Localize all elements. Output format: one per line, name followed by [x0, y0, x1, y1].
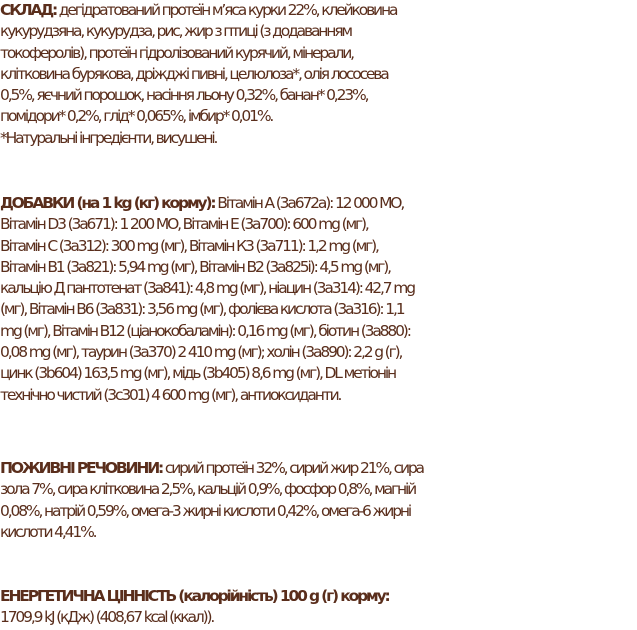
composition-line-4: клітковина бурякова, дріжджі пивні, целюлоза*, олія лососева — [0, 64, 388, 83]
nutrients-text: сирий протеїн 32%, сирий жир 21%, сира — [162, 459, 423, 477]
additives-line-7: mg (мг), Вітамін В12 (ціанокобаламін): 0,16 mg (мг), біотин (3а880): — [0, 321, 410, 340]
composition-line-3: токоферолів), протеїн гідролізований курячий, мінерали, — [0, 43, 353, 62]
additives-label: ДОБАВКИ (на 1 kg (кг) корму): — [0, 194, 215, 212]
additives-line-9: цинк (3b604) 163,5 mg (мг), мідь (3b405) 8,6 mg (мг), DL метіонін — [0, 364, 395, 383]
additives-line-4: Вітамін В1 (3а821): 5,94 mg (мг), Вітамін В2 (3а825і): 4,5 mg (мг), — [0, 257, 390, 276]
nutrients-line-2: зола 7%, сира клітковина 2,5%, кальцій 0,9%, фосфор 0,8%, магній — [0, 480, 416, 499]
nutrients-section — [0, 458, 637, 543]
additives-line-6: (мг), Вітамін В6 (3а831): 3,56 mg (мг), фолієва кислота (3а316): 1,1 — [0, 300, 404, 319]
composition-line-2: кукурудзяна, кукурудза, рис, жир з птиці (з додаванням — [0, 22, 351, 41]
composition-note: *Натуральні інгредієнти, висушені. — [0, 128, 217, 147]
energy-value: 1709,9 kJ (кДж) (408,67 kcal (ккал)). — [0, 608, 214, 627]
nutrients-label: ПОЖИВНІ РЕЧОВИНИ: — [0, 459, 163, 477]
nutrients-line-1 — [0, 458, 637, 479]
energy-label: ЕНЕРГЕТИЧНА ЦІННІСТЬ (калорійність) 100 g (г) корму: — [0, 587, 389, 605]
additives-line-5: кальцію Д пантотенат (3а841): 4,8 mg (мг), ніацин (3а314): 42,7 mg — [0, 279, 414, 298]
composition-section — [0, 0, 637, 149]
composition-line-5: 0,5%, яєчний порошок, насіння льону 0,32%, банан* 0,23%, — [0, 86, 368, 105]
additives-line-8: 0,08 mg (мг), таурин (3а370) 2 410 mg (мг); холін (3а890): 2,2 g (г), — [0, 343, 402, 362]
additives-line-3: Вітамін С (3а312): 300 mg (мг), Вітамін К3 (3а711): 1,2 mg (мг), — [0, 236, 378, 255]
composition-label: СКЛАД: — [0, 1, 57, 19]
additives-text: Вітамін А (3а672а): 12 000 МО, — [214, 194, 404, 212]
additives-line-2: Вітамін D3 (3а671): 1 200 МО, Вітамін Е (3а700): 600 mg (мг), — [0, 215, 368, 234]
additives-section — [0, 193, 637, 406]
additives-line-1 — [0, 193, 637, 214]
energy-section — [0, 586, 637, 629]
nutrients-line-3: 0,08%, натрій 0,59%, омега-3 жирні кислоти 0,42%, омега-6 жирні — [0, 501, 411, 520]
composition-line-1 — [0, 0, 637, 21]
composition-line-6: помідори* 0,2%, глід* 0,065%, імбир* 0,01%. — [0, 107, 273, 126]
additives-line-10: технічно чистий (3с301) 4 600 mg (мг), антиоксиданти. — [0, 385, 341, 404]
composition-text: дегідратований протеїн м’яса курки 22%, клейковина — [56, 1, 397, 19]
nutrients-line-4: кислоти 4,41%. — [0, 522, 96, 541]
